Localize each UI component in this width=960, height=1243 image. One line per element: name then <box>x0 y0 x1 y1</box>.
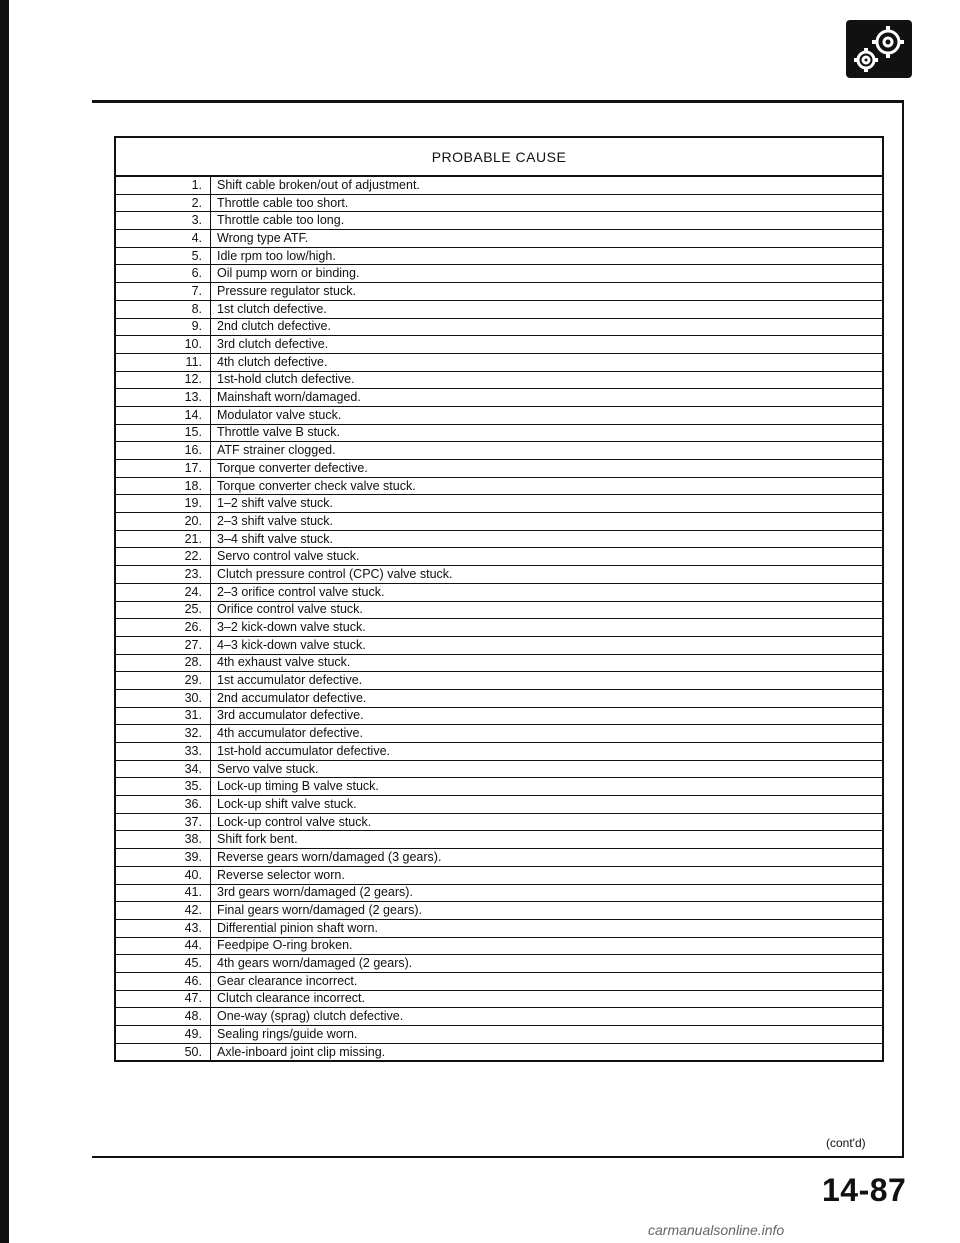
cause-text: Shift cable broken/out of adjustment. <box>211 176 884 194</box>
cause-text: One-way (sprag) clutch defective. <box>211 1008 884 1026</box>
cause-number: 38. <box>115 831 211 849</box>
table-row <box>115 194 883 212</box>
table-row <box>115 937 883 955</box>
cause-number: 39. <box>115 849 211 867</box>
cause-text: Lock-up timing B valve stuck. <box>211 778 884 796</box>
cause-text: Orifice control valve stuck. <box>211 601 884 619</box>
cause-number: 50. <box>115 1043 211 1061</box>
table-row <box>115 813 883 831</box>
cause-number: 1. <box>115 176 211 194</box>
cause-text: 4–3 kick-down valve stuck. <box>211 636 884 654</box>
cause-number: 34. <box>115 760 211 778</box>
table-row <box>115 300 883 318</box>
table-row <box>115 247 883 265</box>
table-row <box>115 495 883 513</box>
table-row <box>115 548 883 566</box>
cause-text: 1st accumulator defective. <box>211 672 884 690</box>
table-row <box>115 601 883 619</box>
cause-text: Final gears worn/damaged (2 gears). <box>211 902 884 920</box>
table-row <box>115 725 883 743</box>
watermark-text: carmanualsonline.info <box>648 1222 785 1238</box>
cause-number: 8. <box>115 300 211 318</box>
table-row <box>115 831 883 849</box>
cause-number: 24. <box>115 583 211 601</box>
table-row <box>115 743 883 761</box>
cause-number: 41. <box>115 884 211 902</box>
cause-text: 4th gears worn/damaged (2 gears). <box>211 955 884 973</box>
table-row <box>115 530 883 548</box>
cause-text: 2nd accumulator defective. <box>211 689 884 707</box>
cause-number: 30. <box>115 689 211 707</box>
table-row <box>115 849 883 867</box>
cause-text: Pressure regulator stuck. <box>211 283 884 301</box>
table-row <box>115 990 883 1008</box>
table-row <box>115 1043 883 1061</box>
table-row <box>115 672 883 690</box>
cause-number: 4. <box>115 230 211 248</box>
cause-text: Servo valve stuck. <box>211 760 884 778</box>
cause-text: Feedpipe O-ring broken. <box>211 937 884 955</box>
continued-note: (cont'd) <box>826 1136 866 1150</box>
cause-text: 3rd gears worn/damaged (2 gears). <box>211 884 884 902</box>
cause-number: 33. <box>115 743 211 761</box>
cause-text: Throttle cable too long. <box>211 212 884 230</box>
cause-number: 49. <box>115 1026 211 1044</box>
cause-number: 35. <box>115 778 211 796</box>
cause-number: 7. <box>115 283 211 301</box>
cause-text: Gear clearance incorrect. <box>211 972 884 990</box>
cause-text: 4th clutch defective. <box>211 353 884 371</box>
cause-number: 18. <box>115 477 211 495</box>
cause-text: Reverse selector worn. <box>211 866 884 884</box>
probable-cause-table <box>114 136 884 1062</box>
table-row <box>115 176 883 194</box>
cause-number: 2. <box>115 194 211 212</box>
cause-number: 14. <box>115 406 211 424</box>
cause-text: Clutch pressure control (CPC) valve stuck. <box>211 566 884 584</box>
cause-number: 5. <box>115 247 211 265</box>
cause-text: 2–3 orifice control valve stuck. <box>211 583 884 601</box>
cause-text: Throttle cable too short. <box>211 194 884 212</box>
table-row <box>115 972 883 990</box>
cause-number: 37. <box>115 813 211 831</box>
cause-text: Modulator valve stuck. <box>211 406 884 424</box>
table-row <box>115 707 883 725</box>
cause-text: Torque converter check valve stuck. <box>211 477 884 495</box>
cause-text: 3rd accumulator defective. <box>211 707 884 725</box>
table-row <box>115 406 883 424</box>
table-row <box>115 619 883 637</box>
table-row <box>115 371 883 389</box>
cause-number: 32. <box>115 725 211 743</box>
cause-number: 15. <box>115 424 211 442</box>
table-row <box>115 212 883 230</box>
table-row <box>115 477 883 495</box>
table-row <box>115 866 883 884</box>
table-body <box>115 176 883 1061</box>
cause-text: ATF strainer clogged. <box>211 442 884 460</box>
table-row <box>115 636 883 654</box>
cause-number: 12. <box>115 371 211 389</box>
cause-text: Reverse gears worn/damaged (3 gears). <box>211 849 884 867</box>
cause-text: Torque converter defective. <box>211 460 884 478</box>
cause-text: Mainshaft worn/damaged. <box>211 389 884 407</box>
cause-number: 3. <box>115 212 211 230</box>
cause-text: Lock-up control valve stuck. <box>211 813 884 831</box>
cause-text: 2nd clutch defective. <box>211 318 884 336</box>
cause-number: 19. <box>115 495 211 513</box>
table-row <box>115 353 883 371</box>
table-row <box>115 796 883 814</box>
cause-text: Shift fork bent. <box>211 831 884 849</box>
frame-right-rule <box>902 100 904 1158</box>
table-header-row <box>115 137 883 176</box>
cause-number: 44. <box>115 937 211 955</box>
cause-number: 36. <box>115 796 211 814</box>
cause-number: 10. <box>115 336 211 354</box>
table-row <box>115 760 883 778</box>
footer-rule <box>92 1156 904 1158</box>
cause-number: 25. <box>115 601 211 619</box>
cause-number: 11. <box>115 353 211 371</box>
table-row <box>115 919 883 937</box>
page-number: 14-87 <box>822 1172 907 1208</box>
table-row <box>115 566 883 584</box>
table-row <box>115 318 883 336</box>
cause-text: 1st-hold clutch defective. <box>211 371 884 389</box>
cause-text: Sealing rings/guide worn. <box>211 1026 884 1044</box>
cause-text: 2–3 shift valve stuck. <box>211 513 884 531</box>
cause-number: 17. <box>115 460 211 478</box>
cause-number: 28. <box>115 654 211 672</box>
cause-number: 43. <box>115 919 211 937</box>
cause-text: Idle rpm too low/high. <box>211 247 884 265</box>
cause-text: 4th exhaust valve stuck. <box>211 654 884 672</box>
cause-number: 16. <box>115 442 211 460</box>
cause-text: 1st-hold accumulator defective. <box>211 743 884 761</box>
table-row <box>115 513 883 531</box>
cause-text: Clutch clearance incorrect. <box>211 990 884 1008</box>
table-row <box>115 689 883 707</box>
cause-number: 6. <box>115 265 211 283</box>
table-row <box>115 283 883 301</box>
transmission-gears-icon <box>846 20 912 78</box>
table-row <box>115 583 883 601</box>
table-row <box>115 1026 883 1044</box>
cause-text: Wrong type ATF. <box>211 230 884 248</box>
table-row <box>115 442 883 460</box>
cause-number: 21. <box>115 530 211 548</box>
cause-text: Servo control valve stuck. <box>211 548 884 566</box>
cause-text: 3–4 shift valve stuck. <box>211 530 884 548</box>
cause-text: Differential pinion shaft worn. <box>211 919 884 937</box>
cause-text: Lock-up shift valve stuck. <box>211 796 884 814</box>
table-row <box>115 884 883 902</box>
table-row <box>115 230 883 248</box>
table-heading: PROBABLE CAUSE <box>115 137 883 176</box>
table-row <box>115 902 883 920</box>
cause-text: 3rd clutch defective. <box>211 336 884 354</box>
table-row <box>115 460 883 478</box>
table-row <box>115 389 883 407</box>
cause-number: 29. <box>115 672 211 690</box>
cause-text: 3–2 kick-down valve stuck. <box>211 619 884 637</box>
cause-text: 1–2 shift valve stuck. <box>211 495 884 513</box>
cause-number: 45. <box>115 955 211 973</box>
cause-number: 48. <box>115 1008 211 1026</box>
cause-number: 47. <box>115 990 211 1008</box>
cause-number: 20. <box>115 513 211 531</box>
page-edge-bar <box>0 0 9 1243</box>
cause-text: 4th accumulator defective. <box>211 725 884 743</box>
cause-number: 13. <box>115 389 211 407</box>
cause-number: 40. <box>115 866 211 884</box>
cause-text: Throttle valve B stuck. <box>211 424 884 442</box>
table-row <box>115 336 883 354</box>
table-row <box>115 1008 883 1026</box>
cause-number: 46. <box>115 972 211 990</box>
table-row <box>115 778 883 796</box>
cause-number: 22. <box>115 548 211 566</box>
table-row <box>115 265 883 283</box>
cause-number: 42. <box>115 902 211 920</box>
cause-number: 31. <box>115 707 211 725</box>
cause-text: Oil pump worn or binding. <box>211 265 884 283</box>
table-row <box>115 955 883 973</box>
header-rule <box>92 100 904 103</box>
cause-number: 23. <box>115 566 211 584</box>
cause-number: 26. <box>115 619 211 637</box>
cause-number: 27. <box>115 636 211 654</box>
cause-text: 1st clutch defective. <box>211 300 884 318</box>
table-row <box>115 654 883 672</box>
table-row <box>115 424 883 442</box>
cause-number: 9. <box>115 318 211 336</box>
cause-text: Axle-inboard joint clip missing. <box>211 1043 884 1061</box>
